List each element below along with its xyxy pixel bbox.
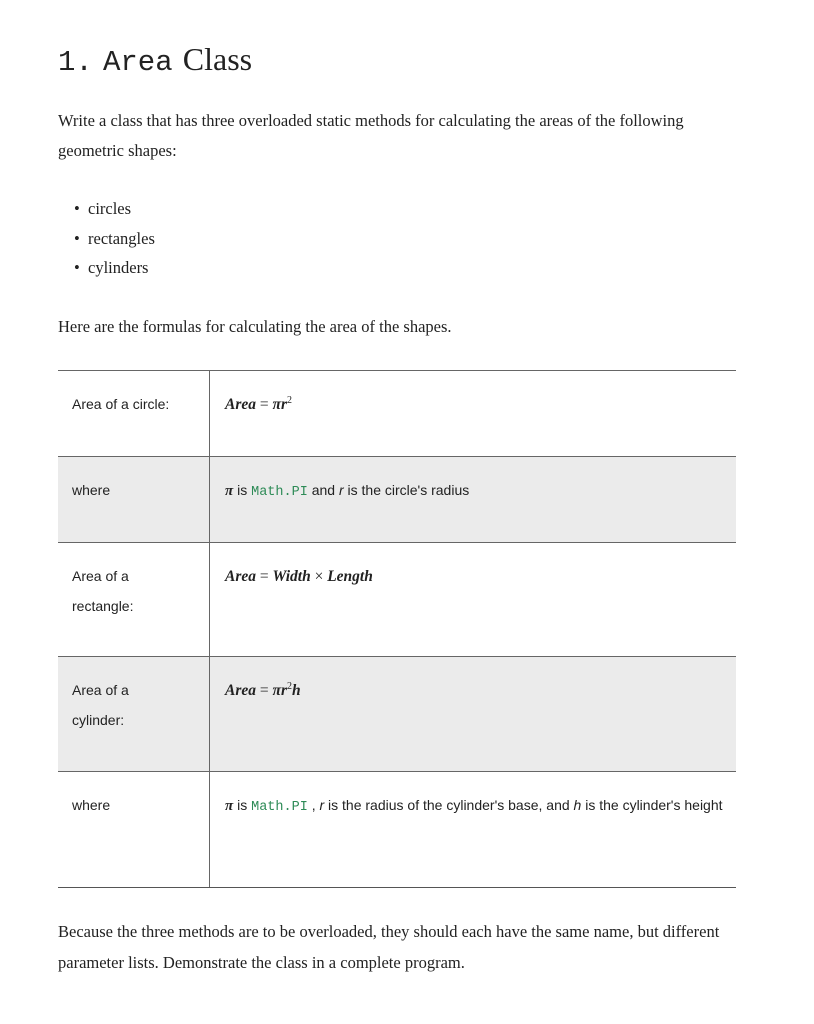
title-word-area: Area [102, 46, 173, 79]
shape-list [74, 194, 155, 283]
formula-table [58, 370, 736, 888]
formulas-intro: Here are the formulas for calculating the area of the shapes. [58, 317, 452, 336]
row-label: Area of a circle: [58, 371, 210, 456]
row-label: where [58, 457, 210, 542]
title-word-class: Class [182, 41, 253, 77]
bullet-icon: • [74, 228, 80, 248]
list-item: • rectangles [74, 224, 155, 254]
formula-cylinder: Area = $\pi r^2h$ [225, 680, 301, 699]
table-row-circle [58, 370, 736, 456]
table-row-where-circle [58, 456, 736, 542]
row-label: where [58, 772, 210, 887]
description-circle: π is Math.PI and r is the circle's radius [225, 482, 470, 500]
page-title [58, 40, 252, 79]
table-row-rectangle [58, 542, 736, 656]
bullet-icon: • [74, 258, 80, 277]
row-label: Area of a rectangle: [58, 543, 210, 656]
formula-rectangle: Area = Width × Length [225, 568, 373, 585]
title-number: 1. [58, 46, 93, 79]
formula-circle: Area = $\pi r^2$ [225, 394, 293, 413]
row-label: Area of a cylinder: [58, 657, 210, 771]
table-row-cylinder [58, 656, 736, 771]
table-row-where-cylinder [58, 771, 736, 887]
intro-paragraph: Write a class that has three overloaded static methods for calculating the areas of the following geometric shapes: [58, 111, 684, 160]
list-item: • circles [74, 194, 155, 224]
bullet-icon: • [74, 199, 80, 218]
code-math-pi: Math.PI [251, 485, 308, 500]
code-math-pi: Math.PI [251, 800, 308, 815]
description-cylinder: π is Math.PI , r is the radius of the cylinder's base, and h is the cylinder's height [225, 797, 723, 815]
list-item: • cylinders [74, 253, 155, 283]
closing-paragraph: Because the three methods are to be overloaded, they should each have the same name, but different parameter lists. Demonstrate the class in a complete program. [58, 922, 720, 972]
